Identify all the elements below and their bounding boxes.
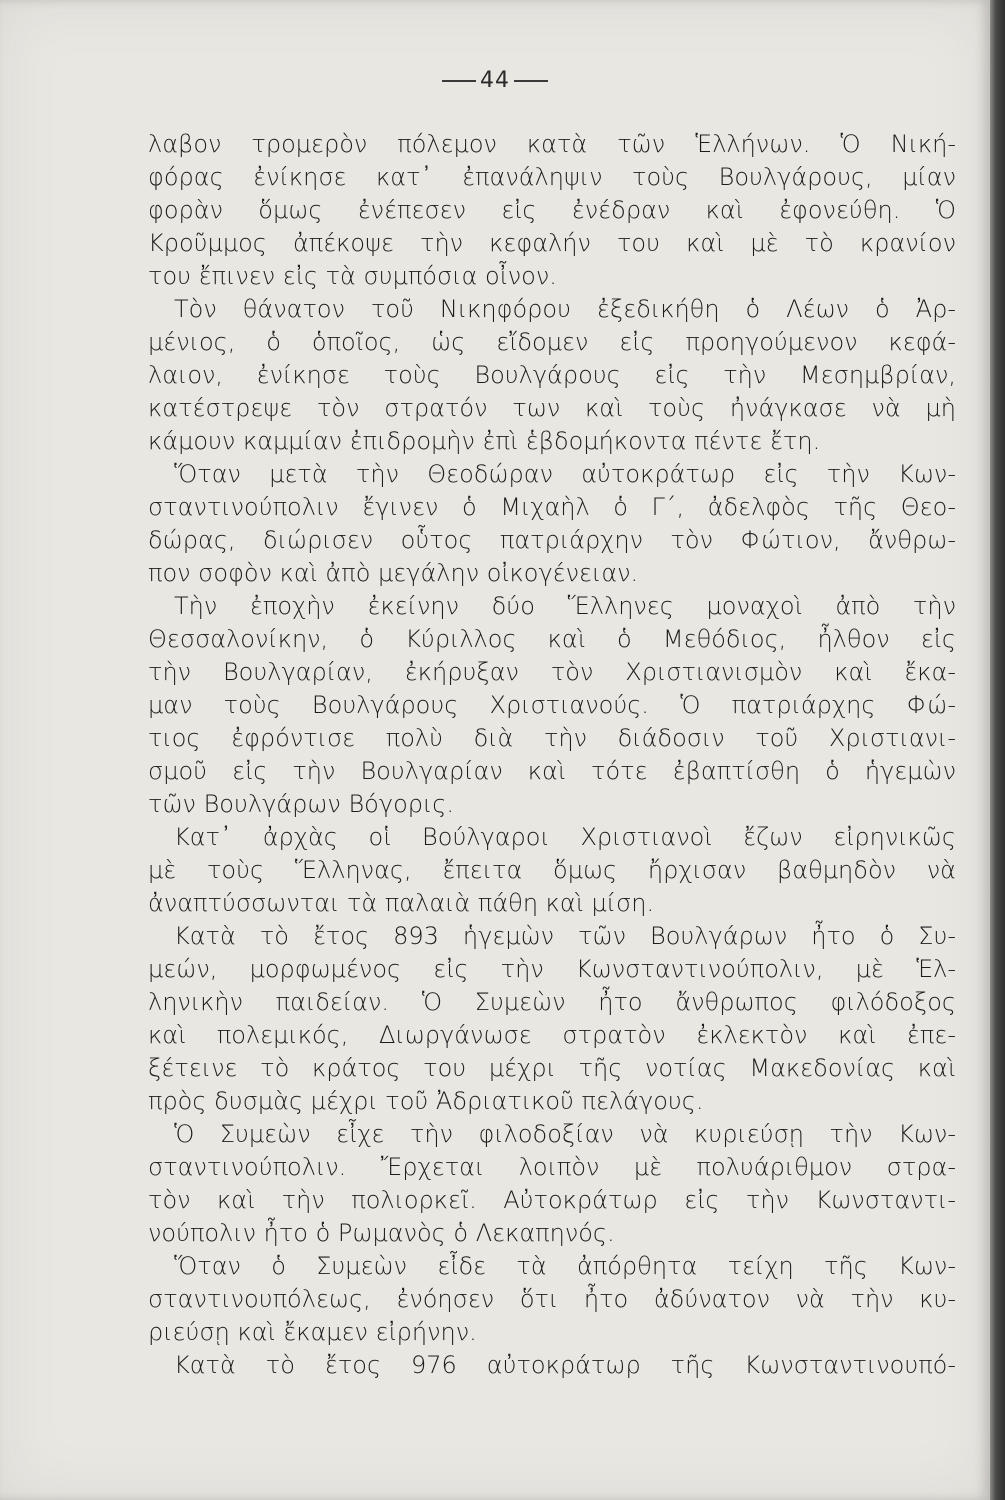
text-line: Ὅταν μετὰ τὴν Θεοδώραν αὐτοκράτωρ εἰς τὴν Κων- [174,460,956,488]
text-line: πρὸς δυσμὰς μέχρι τοῦ Ἀδριατικοῦ πελάγους. [148,1087,704,1115]
text-line: τῶν Βουλγάρων Βόγορις. [148,790,454,818]
text-line: νούπολιν ἦτο ὁ Ρωμανὸς ὁ Λεκαπηνός. [148,1219,615,1247]
text-line: ριεύσῃ καὶ ἔκαμεν εἰρήνην. [148,1318,477,1346]
text-line: μαν τοὺς Βουλγάρους Χριστιανούς. Ὁ πατριάρχης Φώ- [148,691,956,719]
text-line: φόρας ἐνίκησε κατ᾽ ἐπανάληψιν τοὺς Βουλγάρους, μίαν [148,163,956,191]
text-line: τὸν καὶ τὴν πολιορκεῖ. Αὐτοκράτωρ εἰς τὴν Κωνσταντι- [148,1186,956,1214]
text-line: ληνικὴν παιδείαν. Ὁ Συμεὼν ἦτο ἄνθρωπος φιλόδοξος [148,988,956,1016]
text-line: Θεσσαλονίκην, ὁ Κύριλλος καὶ ὁ Μεθόδιος, ἦλθον εἰς [148,625,956,653]
text-line: φορὰν ὅμως ἐνέπεσεν εἰς ἐνέδραν καὶ ἐφονεύθη. Ὁ [148,196,956,224]
text-line: του ἔπινεν εἰς τὰ συμπόσια οἶνον. [148,262,557,290]
text-line: πον σοφὸν καὶ ἀπὸ μεγάλην οἰκογένειαν. [148,559,639,587]
text-line: λαιον, ἐνίκησε τοὺς Βουλγάρους εἰς τὴν Μεσημβρίαν, [148,361,956,389]
text-line: Κατὰ τὸ ἔτος 976 αὐτοκράτωρ τῆς Κωνσταντινουπό- [174,1351,956,1379]
text-line: λαβον τρομερὸν πόλεμον κατὰ τῶν Ἑλλήνων. Ὁ Νική- [148,130,956,158]
text-line: Τὴν ἐποχὴν ἐκείνην δύο Ἕλληνες μοναχοὶ ἀπὸ τὴν [174,592,956,620]
text-line: σταντινούπολιν ἔγινεν ὁ Μιχαὴλ ὁ Γ΄, ἀδελφὸς τῆς Θεο- [148,493,956,521]
text-line: Ὁ Συμεὼν εἶχε τὴν φιλοδοξίαν νὰ κυριεύσῃ τὴν Κων- [174,1120,956,1148]
text-line: τὴν Βουλγαρίαν, ἐκήρυξαν τὸν Χριστιανισμὸν καὶ ἔκα- [148,658,956,686]
text-line: ἀναπτύσσωνται τὰ παλαιὰ πάθη καὶ μίση. [148,889,655,917]
text-line: σταντινουπόλεως, ἐνόησεν ὅτι ἦτο ἀδύνατον νὰ τὴν κυ- [148,1285,956,1313]
text-line: Κατ᾽ ἀρχὰς οἱ Βούλγαροι Χριστιανοὶ ἔζων εἰρηνικῶς [174,823,956,851]
text-line: τιος ἐφρόντισε πολὺ διὰ τὴν διάδοσιν τοῦ Χριστιανι- [148,724,956,752]
text-line: σμοῦ εἰς τὴν Βουλγαρίαν καὶ τότε ἐβαπτίσθη ὁ ἡγεμὼν [148,757,956,785]
text-line: Τὸν θάνατον τοῦ Νικηφόρου ἐξεδικήθη ὁ Λέων ὁ Ἀρ- [174,295,956,323]
text-line: καὶ πολεμικός, Διωργάνωσε στρατὸν ἐκλεκτὸν καὶ ἐπε- [148,1021,956,1049]
text-line: μεών, μορφωμένος εἰς τὴν Κωνσταντινούπολιν, μὲ Ἑλ- [148,955,956,983]
right-dash [514,80,548,82]
text-line: Κατὰ τὸ ἔτος 893 ἡγεμὼν τῶν Βουλγάρων ἦτο ὁ Συ- [174,922,956,950]
body-text [148,128,956,1382]
text-line: Ὅταν ὁ Συμεὼν εἶδε τὰ ἀπόρθητα τείχη τῆς Κων- [174,1252,956,1280]
text-line: σταντινούπολιν. Ἔρχεται λοιπὸν μὲ πολυάριθμον στρα- [148,1153,956,1181]
text-line: Κροῦμμος ἀπέκοψε τὴν κεφαλήν του καὶ μὲ τὸ κρανίον [148,229,956,257]
page-number-header [0,68,990,93]
text-line: δώρας, διώρισεν οὗτος πατριάρχην τὸν Φώτιον, ἄνθρω- [148,526,956,554]
text-line: μένιος, ὁ ὁποῖος, ὡς εἴδομεν εἰς προηγούμενον κεφά- [148,328,956,356]
text-line: κάμουν καμμίαν ἐπιδρομὴν ἐπὶ ἑβδομήκοντα πέντε ἔτη. [148,427,821,455]
page-edge-shadow [990,0,1005,1500]
text-line: κατέστρεψε τὸν στρατόν των καὶ τοὺς ἠνάγκασε νὰ μὴ [148,394,956,422]
left-dash [442,80,476,82]
page-number: 44 [480,68,510,93]
text-line: ξέτεινε τὸ κράτος του μέχρι τῆς νοτίας Μακεδονίας καὶ [148,1054,956,1082]
text-line: μὲ τοὺς Ἕλληνας, ἔπειτα ὅμως ἤρχισαν βαθμηδὸν νὰ [148,856,956,884]
